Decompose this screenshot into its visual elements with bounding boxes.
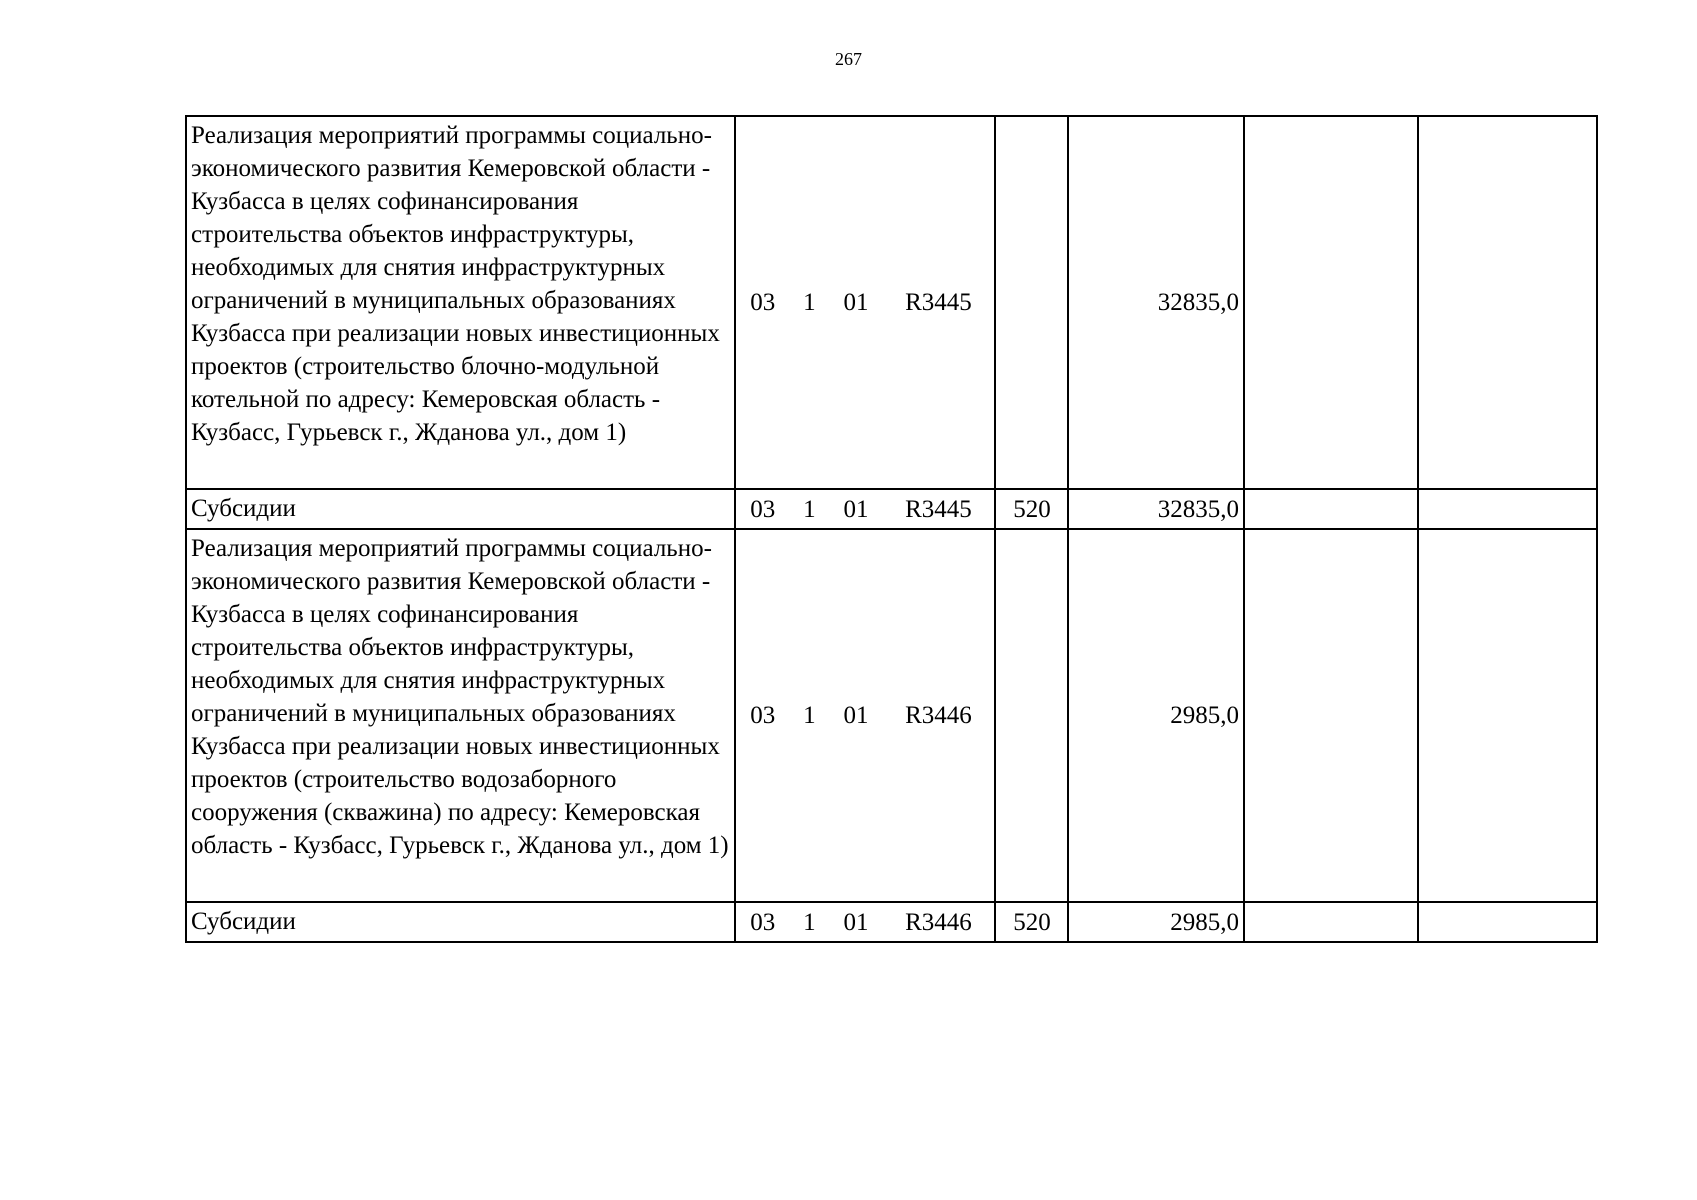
event-code: 01 <box>843 702 869 729</box>
row-name: Субсидии <box>186 489 735 529</box>
program-code: 03 <box>750 495 776 523</box>
page-number: 267 <box>835 49 862 69</box>
table-row <box>186 529 1597 902</box>
program-code: 03 <box>750 289 776 316</box>
amount-year-3 <box>1418 529 1597 902</box>
amount-year-2 <box>1244 489 1418 529</box>
table-row <box>186 902 1597 942</box>
event-code: 01 <box>843 908 869 936</box>
amount-year-1: 2985,0 <box>1068 902 1244 942</box>
subprogram-code: 1 <box>803 908 816 936</box>
program-code: 03 <box>750 702 776 729</box>
table-row <box>186 489 1597 529</box>
amount-year-3 <box>1418 116 1597 489</box>
direction-code: R3445 <box>905 289 972 316</box>
event-code: 01 <box>843 289 869 316</box>
target-article-code <box>735 489 995 529</box>
amount-year-3 <box>1418 902 1597 942</box>
expense-type-code: 520 <box>995 902 1068 942</box>
amount-year-3 <box>1418 489 1597 529</box>
amount-year-1: 2985,0 <box>1068 529 1244 902</box>
target-article-code <box>735 902 995 942</box>
amount-year-2 <box>1244 902 1418 942</box>
amount-year-1: 32835,0 <box>1068 116 1244 489</box>
amount-year-2 <box>1244 116 1418 489</box>
amount-year-1: 32835,0 <box>1068 489 1244 529</box>
subprogram-code: 1 <box>803 495 816 523</box>
expense-type-code <box>995 529 1068 902</box>
subprogram-code: 1 <box>803 702 816 729</box>
target-article-code <box>735 529 995 902</box>
target-article-code <box>735 116 995 489</box>
row-name: Субсидии <box>186 902 735 942</box>
event-code: 01 <box>843 495 869 523</box>
direction-code: R3446 <box>905 908 972 936</box>
amount-year-2 <box>1244 529 1418 902</box>
expense-type-code <box>995 116 1068 489</box>
expense-type-code: 520 <box>995 489 1068 529</box>
subprogram-code: 1 <box>803 289 816 316</box>
direction-code: R3445 <box>905 495 972 523</box>
table-row <box>186 116 1597 489</box>
row-name: Реализация мероприятий программы социально-экономического развития Кемеровской области - Кузбасса в целях софинансирования строительства объектов инфраструктуры, необходимых для снятия инфраструктурных ограничений в муниципальных образованиях Кузбасса при реализации новых инвестиционных проектов (строительство водозаборного сооружения (скважина) по адресу: Кемеровская область - Кузбасс, Гурьевск г., Жданова ул., дом 1) <box>186 529 735 902</box>
program-code: 03 <box>750 908 776 936</box>
direction-code: R3446 <box>905 702 972 729</box>
budget-table <box>185 115 1598 943</box>
row-name: Реализация мероприятий программы социально-экономического развития Кемеровской области - Кузбасса в целях софинансирования строительства объектов инфраструктуры, необходимых для снятия инфраструктурных ограничений в муниципальных образованиях Кузбасса при реализации новых инвестиционных проектов (строительство блочно-модульной котельной по адресу: Кемеровская область - Кузбасс, Гурьевск г., Жданова ул., дом 1) <box>186 116 735 489</box>
